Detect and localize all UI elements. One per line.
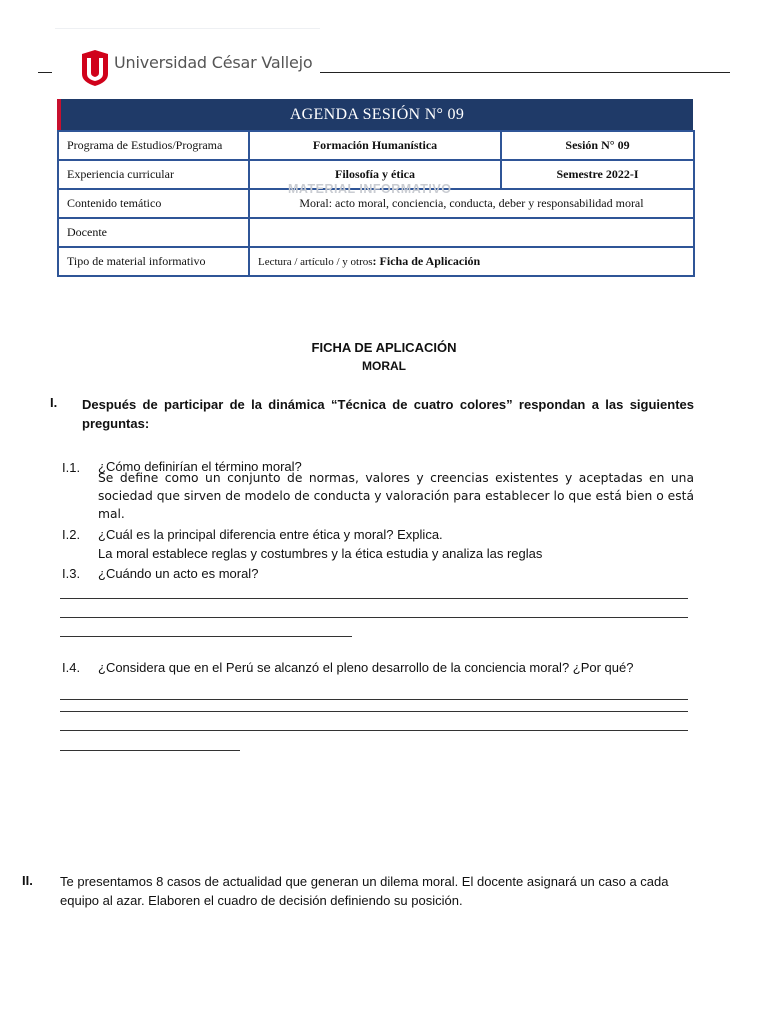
answer-line [60,711,688,712]
section1-instruction: Después de participar de la dinámica “Técnica de cuatro colores” respondan a las siguientes preguntas: [82,397,694,431]
q4-number: I.4. [62,660,81,675]
q2-answer: La moral establece reglas y costumbres y la ética estudia y analiza las reglas [98,546,543,561]
agenda-grid [57,130,695,277]
semestre-value: Semestre 2022-I [501,160,694,189]
contenido-label: Contenido temático [58,189,249,218]
tipo-value-prefix: Lectura / artículo / y otros [258,256,373,268]
q1-question: ¿Cómo definirían el término moral? [98,459,302,474]
experiencia-value: Filosofía y ética [249,160,501,189]
docente-label: Docente [58,218,249,247]
q1-answer: Se define como un conjunto de normas, valores y creencias existentes y aceptadas en una sociedad que sirven de modelo de conducta y valoración para establecer lo que está bien o está mal. [98,471,694,521]
university-logo-icon [82,50,108,86]
answer-line [60,730,688,731]
q2-question: ¿Cuál es la principal diferencia entre ética y moral? Explica. [98,527,443,542]
answer-line [60,598,688,599]
section1-number: I. [50,395,58,410]
university-name: Universidad César Vallejo [114,53,313,72]
tipo-value-bold: : Ficha de Aplicación [372,254,481,268]
table-row [58,218,694,247]
q3-question: ¿Cuándo un acto es moral? [98,566,259,581]
q3-number: I.3. [62,566,81,581]
tipo-label: Tipo de material informativo [58,247,249,276]
programa-value: Formación Humanística [249,131,501,160]
watermark-text: MATERIAL INFORMATIVO [288,182,452,196]
header-rule [320,72,730,73]
q1-number: I.1. [62,460,81,475]
ficha-title: FICHA DE APLICACIÓN [311,340,457,355]
answer-line [60,636,352,637]
answer-line [60,617,688,618]
table-row [58,131,694,160]
tipo-value [249,247,694,276]
top-divider [55,28,320,29]
experiencia-label: Experiencia curricular [58,160,249,189]
ficha-subtitle: MORAL [362,359,406,373]
docente-value [249,218,694,247]
section2-instruction: Te presentamos 8 casos de actualidad que generan un dilema moral. El docente asignará un caso a cada equipo al azar. Elaboren el cuadro de decisión definiendo su posición. [60,874,669,908]
contenido-value: Moral: acto moral, conciencia, conducta, deber y responsabilidad moral [249,189,694,218]
answer-line [60,699,688,700]
header-dash [38,72,52,73]
table-row [58,247,694,276]
section2-number: II. [22,873,33,888]
programa-label: Programa de Estudios/Programa [58,131,249,160]
sesion-value: Sesión N° 09 [501,131,694,160]
q4-question: ¿Considera que en el Perú se alcanzó el pleno desarrollo de la conciencia moral? ¿Por qué? [98,660,634,675]
answer-line [60,750,240,751]
agenda-title: AGENDA SESIÓN N° 09 [57,99,693,130]
q2-number: I.2. [62,527,81,542]
